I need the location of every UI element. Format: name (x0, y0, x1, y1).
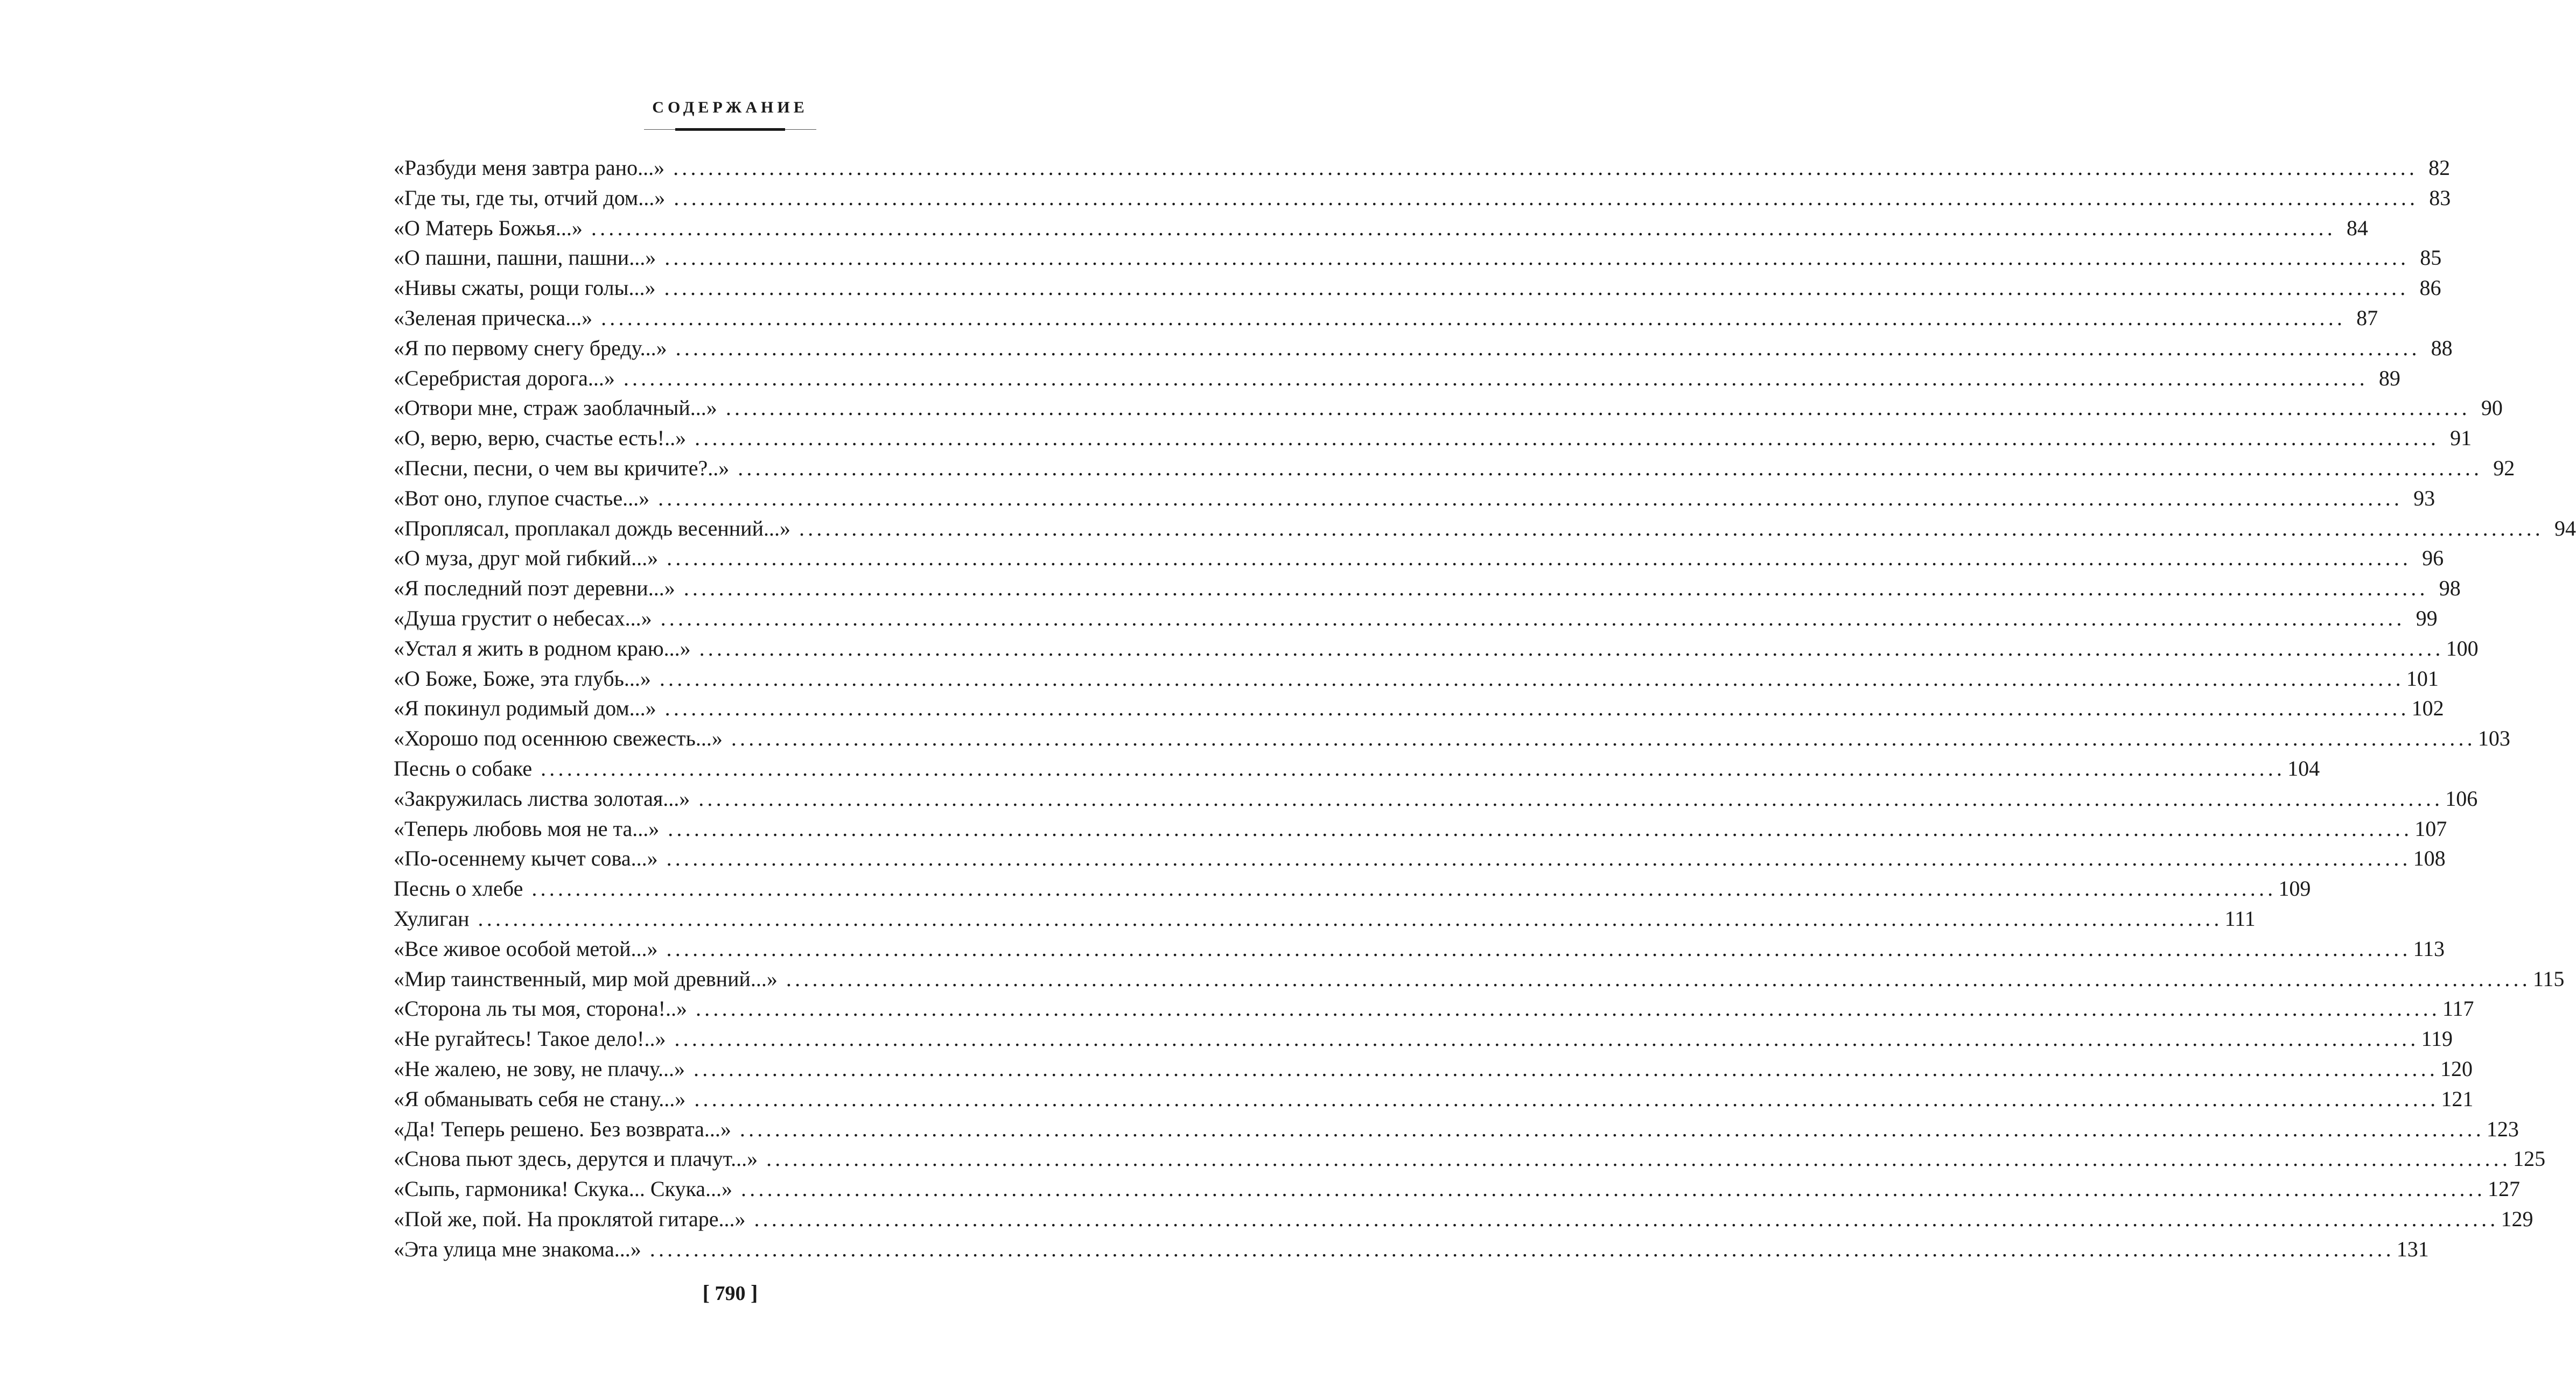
toc-entry-title: «Серебристая дорога...» (394, 365, 615, 390)
toc-entry-page: 86 (2419, 276, 2441, 300)
toc-entry-page: 83 (2429, 185, 2451, 210)
toc-dot-leader: ........................................................................................................................................................................................................ (731, 726, 2476, 751)
page-number (673, 1280, 787, 1306)
toc-dot-leader: ........................................................................................................................................................................................................ (478, 906, 2223, 931)
toc-entry-page: 92 (2493, 455, 2515, 480)
toc-entry-page: 107 (2414, 816, 2447, 841)
toc-entry (394, 514, 2576, 544)
toc-dot-leader: ........................................................................................................................................................................................................ (649, 1236, 2395, 1261)
toc-entry-page: 111 (2224, 906, 2256, 931)
toc-entry-title: «Я покинул родимый дом...» (394, 696, 656, 721)
toc-entry-title: «Да! Теперь решено. Без возврата...» (394, 1116, 731, 1141)
toc-entry-title: «Проплясал, проплакал дождь весенний...» (394, 516, 790, 540)
toc-entry-title: «Разбуди меня завтра рано...» (394, 156, 665, 180)
toc-dot-leader: ........................................................................................................................................................................................................ (664, 245, 2410, 270)
toc-entry-page: 84 (2346, 215, 2368, 240)
toc-dot-leader: ........................................................................................................................................................................................................ (699, 636, 2444, 660)
toc-entry-page: 82 (2428, 156, 2451, 180)
toc-entry (394, 843, 2446, 874)
toc-entry-page: 109 (2278, 876, 2311, 901)
toc-entry-page: 98 (2439, 576, 2461, 601)
toc-entry-page: 121 (2441, 1086, 2474, 1111)
toc-entry-page: 127 (2488, 1177, 2521, 1201)
toc-entry-page: 119 (2421, 1027, 2453, 1051)
toc-entry-title: «Я последний поэт деревни...» (394, 576, 675, 601)
toc-dot-leader: ........................................................................................................................................................................................................ (659, 666, 2404, 691)
toc-entry (394, 814, 2447, 844)
toc-entry-page: 117 (2442, 996, 2474, 1021)
page-number-bracket-close: ] (751, 1281, 758, 1305)
toc-entry-title: «Песни, песни, о чем вы кричите?..» (394, 455, 730, 480)
toc-dot-leader: ........................................................................................................................................................................................................ (666, 846, 2411, 871)
toc-entry (394, 423, 2472, 453)
toc-dot-leader: ........................................................................................................................................................................................................ (739, 1116, 2484, 1141)
toc-entry-title: «Устал я жить в родном краю...» (394, 636, 691, 660)
toc-entry-title: «Пой же, пой. На проклятой гитаре...» (394, 1206, 746, 1231)
toc-entry-title: Хулиган (394, 906, 470, 931)
toc-entry-page: 93 (2413, 486, 2435, 510)
toc-entry-title: «По-осеннему кычет сова...» (394, 846, 658, 871)
toc-entry (394, 1114, 2519, 1144)
toc-dot-leader: ........................................................................................................................................................................................................ (664, 696, 2410, 721)
toc-entry-page: 94 (2554, 516, 2576, 540)
toc-dot-leader: ........................................................................................................................................................................................................ (666, 936, 2411, 961)
toc-entry-title: «Вот оно, глупое счастье...» (394, 486, 650, 510)
toc-entry (394, 243, 2442, 273)
toc-entry (394, 754, 2320, 784)
toc-entry-title: «Снова пьют здесь, дерутся и плачут...» (394, 1147, 758, 1171)
toc-entry-page: 120 (2440, 1056, 2473, 1081)
toc-entry-page: 115 (2532, 966, 2565, 991)
toc-entry (394, 904, 2256, 934)
toc-entry-title: «Теперь любовь моя не та...» (394, 816, 660, 841)
page-header (644, 97, 816, 132)
toc-entry-page: 89 (2378, 365, 2400, 390)
toc-entry (394, 1174, 2521, 1204)
title-underline (644, 127, 816, 132)
toc-entry (394, 1144, 2546, 1174)
toc-dot-leader: ........................................................................................................................................................................................................ (667, 546, 2412, 571)
toc-entry-title: «Мир таинственный, мир мой древний...» (394, 966, 778, 991)
toc-entry (394, 483, 2435, 514)
toc-entry-title: «Эта улица мне знакома...» (394, 1236, 641, 1261)
toc-dot-leader: ........................................................................................................................................................................................................ (601, 305, 2346, 330)
toc-entry (394, 543, 2444, 573)
toc-entry-page: 91 (2450, 426, 2472, 451)
toc-dot-leader: ........................................................................................................................................................................................................ (674, 185, 2419, 210)
toc-entry-title: «О пашни, пашни, пашни...» (394, 245, 656, 270)
toc-dot-leader: ........................................................................................................................................................................................................ (658, 486, 2403, 510)
toc-entry (394, 573, 2461, 603)
toc-entry-title: «Не ругайтесь! Такое дело!..» (394, 1027, 666, 1051)
toc-entry-title: «Я обманывать себя не стану...» (394, 1086, 686, 1111)
toc-entry-title: «О муза, друг мой гибкий...» (394, 546, 659, 571)
toc-entry (394, 273, 2441, 303)
toc-entry-title: «О Матерь Божья...» (394, 215, 583, 240)
toc-entry-title: «Отвори мне, страж заоблачный...» (394, 396, 717, 420)
toc-entry (394, 874, 2311, 904)
toc-entry-page: 100 (2446, 636, 2479, 660)
toc-dot-leader: ........................................................................................................................................................................................................ (673, 156, 2418, 180)
toc-entry-page: 102 (2411, 696, 2444, 721)
toc-entry (394, 784, 2478, 814)
toc-entry (394, 213, 2368, 243)
title-underline-thick (675, 128, 785, 131)
toc-entry-title: «Душа грустит о небесах...» (394, 606, 652, 630)
toc-entry (394, 393, 2503, 423)
toc-entry-title: «Где ты, где ты, отчий дом...» (394, 185, 666, 210)
toc-entry-title: «Сыпь, гармоника! Скука... Скука...» (394, 1177, 733, 1201)
toc-entry-title: «Все живое особой метой...» (394, 936, 658, 961)
toc-entry-title: «Я по первому снегу бреду...» (394, 335, 667, 360)
toc-entry (394, 1024, 2453, 1054)
toc-entry-page: 103 (2477, 726, 2510, 751)
toc-entry (394, 153, 2451, 183)
toc-dot-leader: ........................................................................................................................................................................................................ (799, 516, 2544, 540)
toc-entry-page: 104 (2287, 756, 2320, 781)
toc-dot-leader: ........................................................................................................................................................................................................ (738, 455, 2483, 480)
toc-dot-leader: ........................................................................................................................................................................................................ (674, 1027, 2419, 1051)
toc-entry (394, 1234, 2429, 1264)
toc-dot-leader: ........................................................................................................................................................................................................ (694, 1086, 2439, 1111)
toc-entry-title: «Нивы сжаты, рощи голы...» (394, 276, 656, 300)
toc-entry-title: «Зеленая прическа...» (394, 305, 593, 330)
toc-entry-page: 99 (2416, 606, 2438, 630)
page-number-value: 790 (715, 1282, 746, 1305)
toc-entry (394, 693, 2444, 723)
toc-entry (394, 664, 2439, 694)
toc-dot-leader: ........................................................................................................................................................................................................ (786, 966, 2531, 991)
toc-entry-page: 88 (2431, 335, 2453, 360)
toc-dot-leader: ........................................................................................................................................................................................................ (694, 1056, 2439, 1081)
toc-entry-title: «Закружилась листва золотая...» (394, 786, 690, 811)
toc-entry-title: «Хорошо под осеннюю свежесть...» (394, 726, 723, 751)
toc-entry-title: Песнь о собаке (394, 756, 533, 781)
toc-entry (394, 1204, 2533, 1234)
toc-entry-page: 108 (2413, 846, 2446, 871)
toc-entry-page: 96 (2422, 546, 2444, 571)
toc-entry-page: 123 (2486, 1116, 2519, 1141)
toc-dot-leader: ........................................................................................................................................................................................................ (695, 426, 2440, 451)
toc-dot-leader: ........................................................................................................................................................................................................ (623, 365, 2368, 390)
toc-dot-leader: ........................................................................................................................................................................................................ (541, 756, 2286, 781)
toc-entry-page: 101 (2406, 666, 2439, 691)
toc-dot-leader: ........................................................................................................................................................................................................ (591, 215, 2336, 240)
toc-dot-leader: ........................................................................................................................................................................................................ (683, 576, 2428, 601)
toc-entry (394, 994, 2474, 1024)
toc-dot-leader: ........................................................................................................................................................................................................ (754, 1206, 2499, 1231)
toc-entry-page: 129 (2501, 1206, 2533, 1231)
toc-entry (394, 1054, 2473, 1084)
toc-entry (394, 363, 2400, 393)
toc-entry (394, 453, 2515, 483)
toc-entry (394, 303, 2378, 333)
toc-dot-leader: ........................................................................................................................................................................................................ (668, 816, 2413, 841)
toc-entry (394, 333, 2453, 363)
toc-dot-leader: ........................................................................................................................................................................................................ (741, 1177, 2486, 1201)
toc-entry (394, 1084, 2474, 1114)
toc-entry-title: «Не жалею, не зову, не плачу...» (394, 1056, 685, 1081)
toc-entry-title: «Сторона ль ты моя, сторона!..» (394, 996, 687, 1021)
toc-entry (394, 934, 2445, 964)
toc-entry-page: 131 (2396, 1236, 2429, 1261)
toc-entry-title: «О Боже, Боже, эта глубь...» (394, 666, 651, 691)
table-of-contents (394, 153, 2576, 1264)
toc-dot-leader: ........................................................................................................................................................................................................ (725, 396, 2470, 420)
toc-entry (394, 183, 2451, 213)
toc-entry-page: 113 (2413, 936, 2445, 961)
page-number-bracket-open: [ (702, 1281, 710, 1305)
toc-dot-leader: ........................................................................................................................................................................................................ (531, 876, 2277, 901)
toc-entry-title: Песнь о хлебе (394, 876, 523, 901)
toc-entry-page: 85 (2420, 245, 2442, 270)
toc-dot-leader: ........................................................................................................................................................................................................ (660, 606, 2405, 630)
toc-dot-leader: ........................................................................................................................................................................................................ (766, 1147, 2511, 1171)
toc-dot-leader: ........................................................................................................................................................................................................ (675, 335, 2420, 360)
toc-dot-leader: ........................................................................................................................................................................................................ (664, 276, 2409, 300)
toc-entry-title: «О, верю, верю, счастье есть!..» (394, 426, 687, 451)
page-title: СОДЕРЖАНИЕ (652, 99, 808, 116)
toc-entry-page: 106 (2445, 786, 2478, 811)
toc-entry-page: 125 (2513, 1147, 2546, 1171)
toc-dot-leader: ........................................................................................................................................................................................................ (698, 786, 2444, 811)
toc-dot-leader: ........................................................................................................................................................................................................ (695, 996, 2440, 1021)
toc-entry (394, 603, 2438, 634)
toc-entry (394, 723, 2510, 754)
toc-entry (394, 634, 2479, 664)
toc-entry-page: 90 (2481, 396, 2503, 420)
toc-entry (394, 964, 2565, 994)
toc-entry-page: 87 (2356, 305, 2378, 330)
